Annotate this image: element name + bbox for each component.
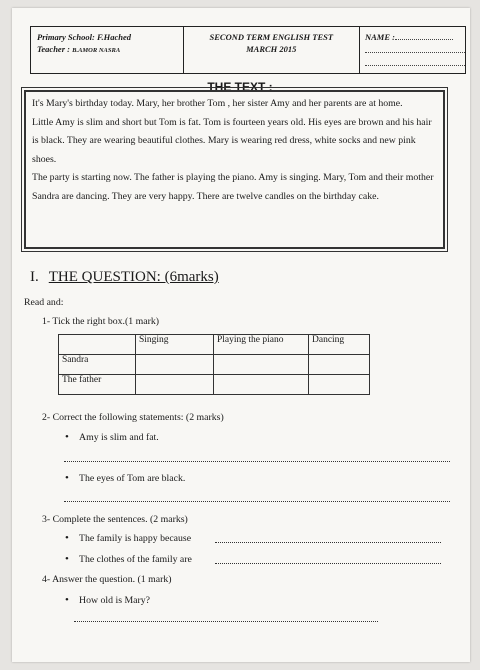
header-box (30, 26, 466, 74)
q4-instruction: 4- Answer the question. (1 mark) (42, 574, 172, 585)
teacher-name: B.AMOR NASRA (72, 47, 121, 54)
q3-blank-2[interactable] (215, 563, 441, 564)
tick-box-sandra-dancing[interactable] (309, 355, 370, 375)
text-title: THE TEXT : (207, 80, 273, 94)
question-number: I. (30, 269, 39, 285)
row-label-sandra: Sandra (59, 355, 136, 375)
school-info (31, 27, 184, 73)
tick-box-father-dancing[interactable] (309, 375, 370, 395)
q2-instruction: 2- Correct the following statements: (2 marks) (42, 412, 224, 423)
test-date: MARCH 2015 (246, 44, 297, 54)
teacher-line (37, 43, 183, 57)
tick-box-sandra-piano[interactable] (214, 355, 309, 375)
name-box (360, 27, 465, 73)
name-line-3[interactable] (365, 65, 465, 66)
question-title: THE QUESTION: (6marks) (48, 269, 219, 285)
text-paragraph-3: The party is starting now. The father is playing the piano. Amy is singing. Mary, Tom and their mother Sandra are dancing. They are very happy. There are twelve candles on the birthday cake. (32, 172, 434, 202)
name-label: NAME : (365, 32, 395, 42)
row-label-father: The father (59, 375, 136, 395)
q3-instruction: 3- Complete the sentences. (2 marks) (42, 514, 188, 525)
worksheet-page (12, 8, 470, 662)
question-heading (30, 269, 219, 286)
read-and-label: Read and: (24, 297, 64, 308)
q4-answer-line[interactable] (74, 621, 378, 622)
reading-text-box (24, 90, 445, 249)
q3-sentence-2: • The clothes of the family are (79, 554, 192, 565)
table-row (59, 355, 370, 375)
tick-box-father-piano[interactable] (214, 375, 309, 395)
test-info (184, 27, 360, 73)
col-singing: Singing (136, 335, 214, 355)
tick-table (58, 334, 370, 395)
q3-blank-1[interactable] (215, 542, 441, 543)
teacher-label: Teacher : (37, 44, 70, 54)
table-row (59, 375, 370, 395)
name-line-2[interactable] (365, 52, 465, 53)
q2-statement-2: • The eyes of Tom are black. (79, 473, 185, 484)
text-paragraph-2: Little Amy is slim and short but Tom is fat. Tom is fourteen years old. His eyes are brown and his hair is black. They are wearing beautiful clothes. Mary is wearing red dress, white socks and new pink shoes. (32, 116, 432, 165)
q1-instruction: 1- Tick the right box.(1 mark) (42, 316, 160, 327)
col-dancing: Dancing (309, 335, 370, 355)
name-field[interactable] (395, 39, 453, 40)
table-corner-cell (59, 335, 136, 355)
q2-statement-1: • Amy is slim and fat. (79, 432, 159, 443)
tick-box-father-singing[interactable] (136, 375, 214, 395)
q2-answer-line-1[interactable] (64, 461, 450, 462)
q2-answer-line-2[interactable] (64, 501, 450, 502)
test-title: SECOND TERM ENGLISH TEST (209, 32, 334, 42)
q4-question: • How old is Mary? (79, 595, 150, 606)
table-header-row (59, 335, 370, 355)
tick-box-sandra-singing[interactable] (136, 355, 214, 375)
q3-sentence-1: • The family is happy because (79, 533, 191, 544)
text-paragraph-1: It's Mary's birthday today. Mary, her brother Tom , her sister Amy and her parents are at home. (32, 98, 403, 109)
school-name: Primary School: F.Hached (37, 32, 132, 42)
col-playing-piano: Playing the piano (214, 335, 309, 355)
